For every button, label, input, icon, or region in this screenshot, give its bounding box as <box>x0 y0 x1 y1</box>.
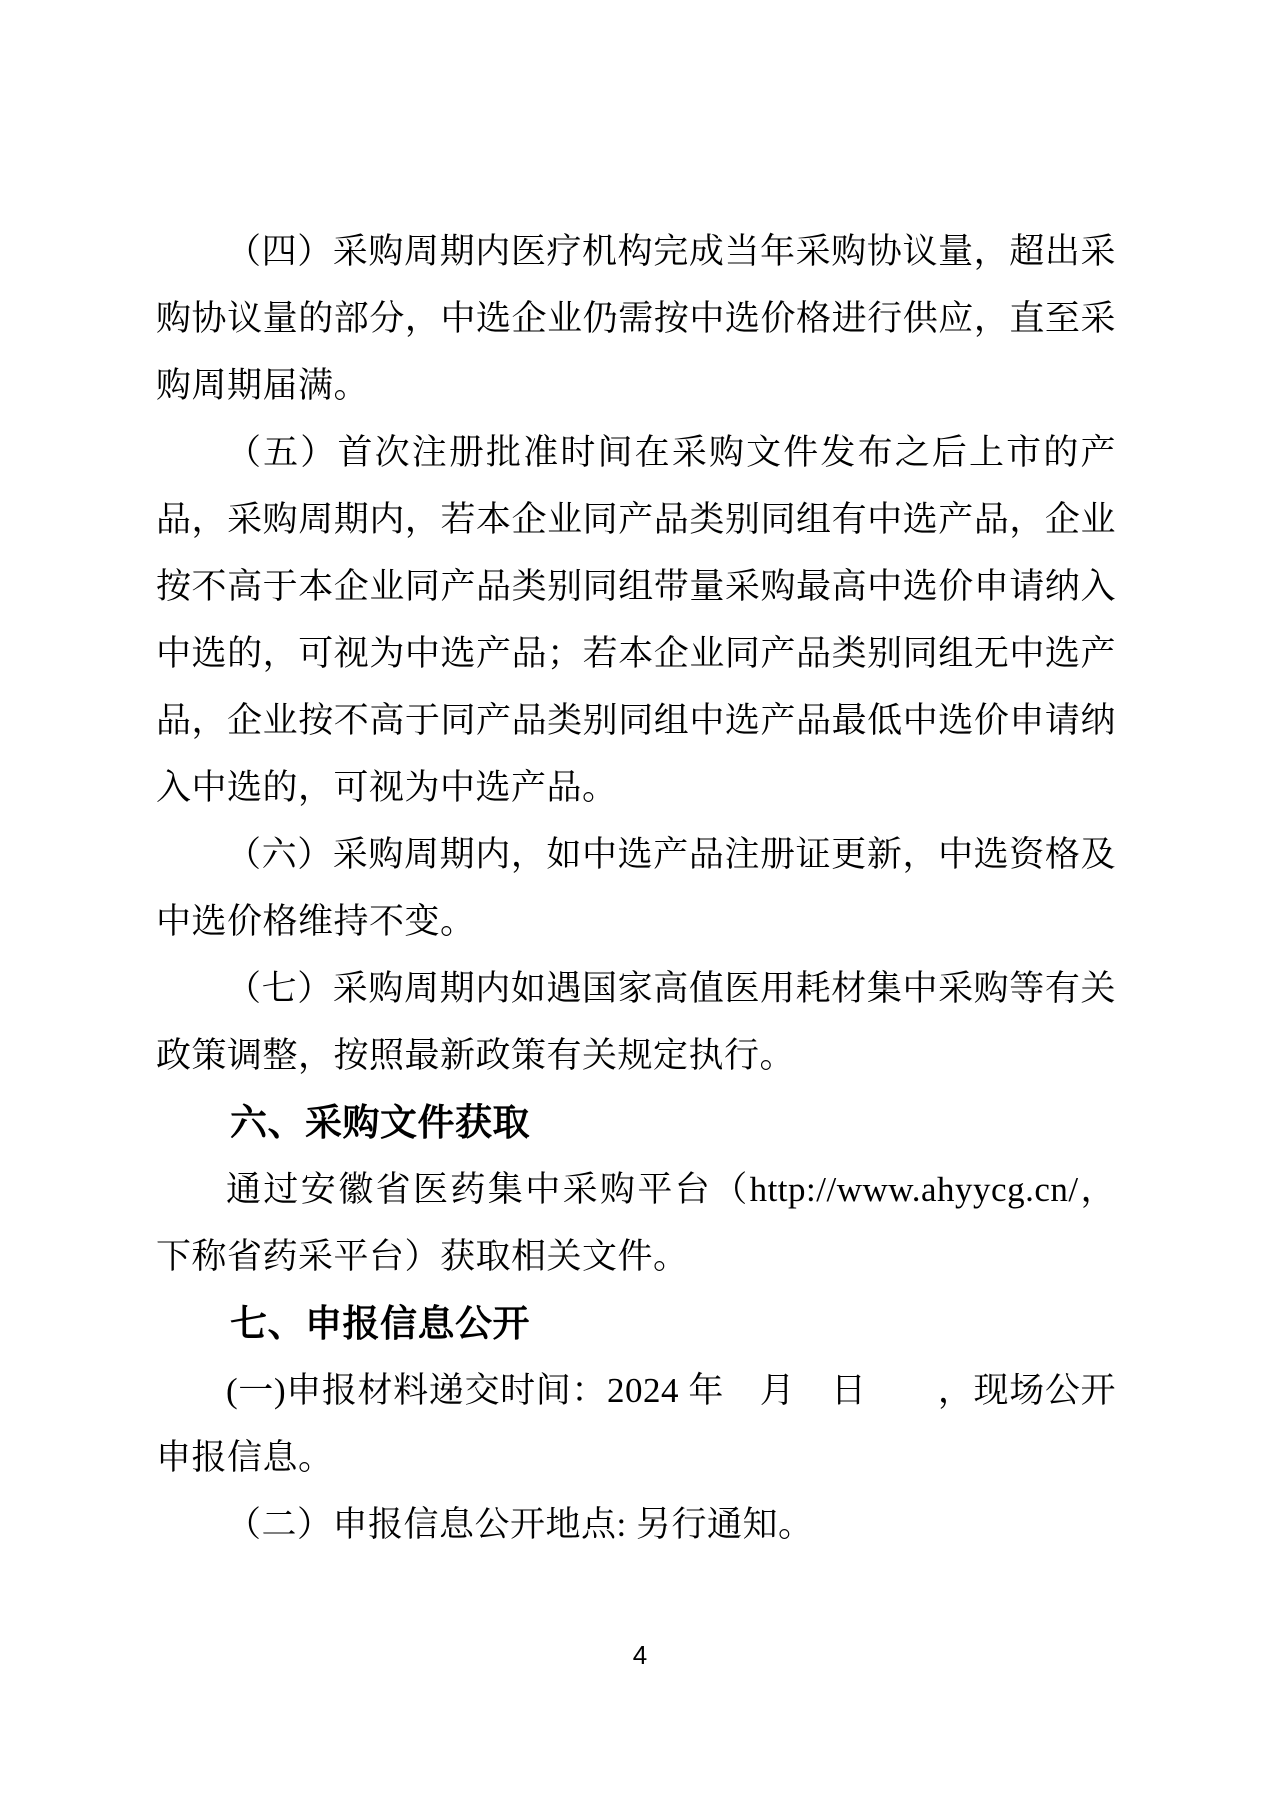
para-item-6: （六）采购周期内，如中选产品注册证更新，中选资格及中选价格维持不变。 <box>156 835 1116 941</box>
para-file-access: 通过安徽省医药集中采购平台（http://www.ahyycg.cn/，下称省药采平台）获取相关文件。 <box>156 1170 1116 1276</box>
section-heading-6: 六、采购文件获取 <box>230 1102 530 1143</box>
para-item-7: （七）采购周期内如遇国家高值医用耗材集中采购等有关政策调整，按照最新政策有关规定执行。 <box>156 969 1116 1075</box>
para-declare-place: （二）申报信息公开地点: 另行通知。 <box>226 1505 814 1544</box>
document-body <box>156 218 1116 1558</box>
page-number: 4 <box>632 1640 648 1670</box>
para-item-4: （四）采购周期内医疗机构完成当年采购协议量，超出采购协议量的部分，中选企业仍需按中选价格进行供应，直至采购周期届满。 <box>156 232 1116 405</box>
section-heading-7: 七、申报信息公开 <box>230 1303 530 1344</box>
para-declare-time: (一)申报材料递交时间：2024 年 月 日 ，现场公开申报信息。 <box>156 1371 1116 1477</box>
para-item-5: （五）首次注册批准时间在采购文件发布之后上市的产品，采购周期内，若本企业同产品类别同组有中选产品，企业按不高于本企业同产品类别同组带量采购最高中选价申请纳入中选的，可视为中选产品；若本企业同产品类别同组无中选产品，企业按不高于同产品类别同组中选产品最低中选价申请纳入中选的，可视为中选产品。 <box>156 433 1116 807</box>
